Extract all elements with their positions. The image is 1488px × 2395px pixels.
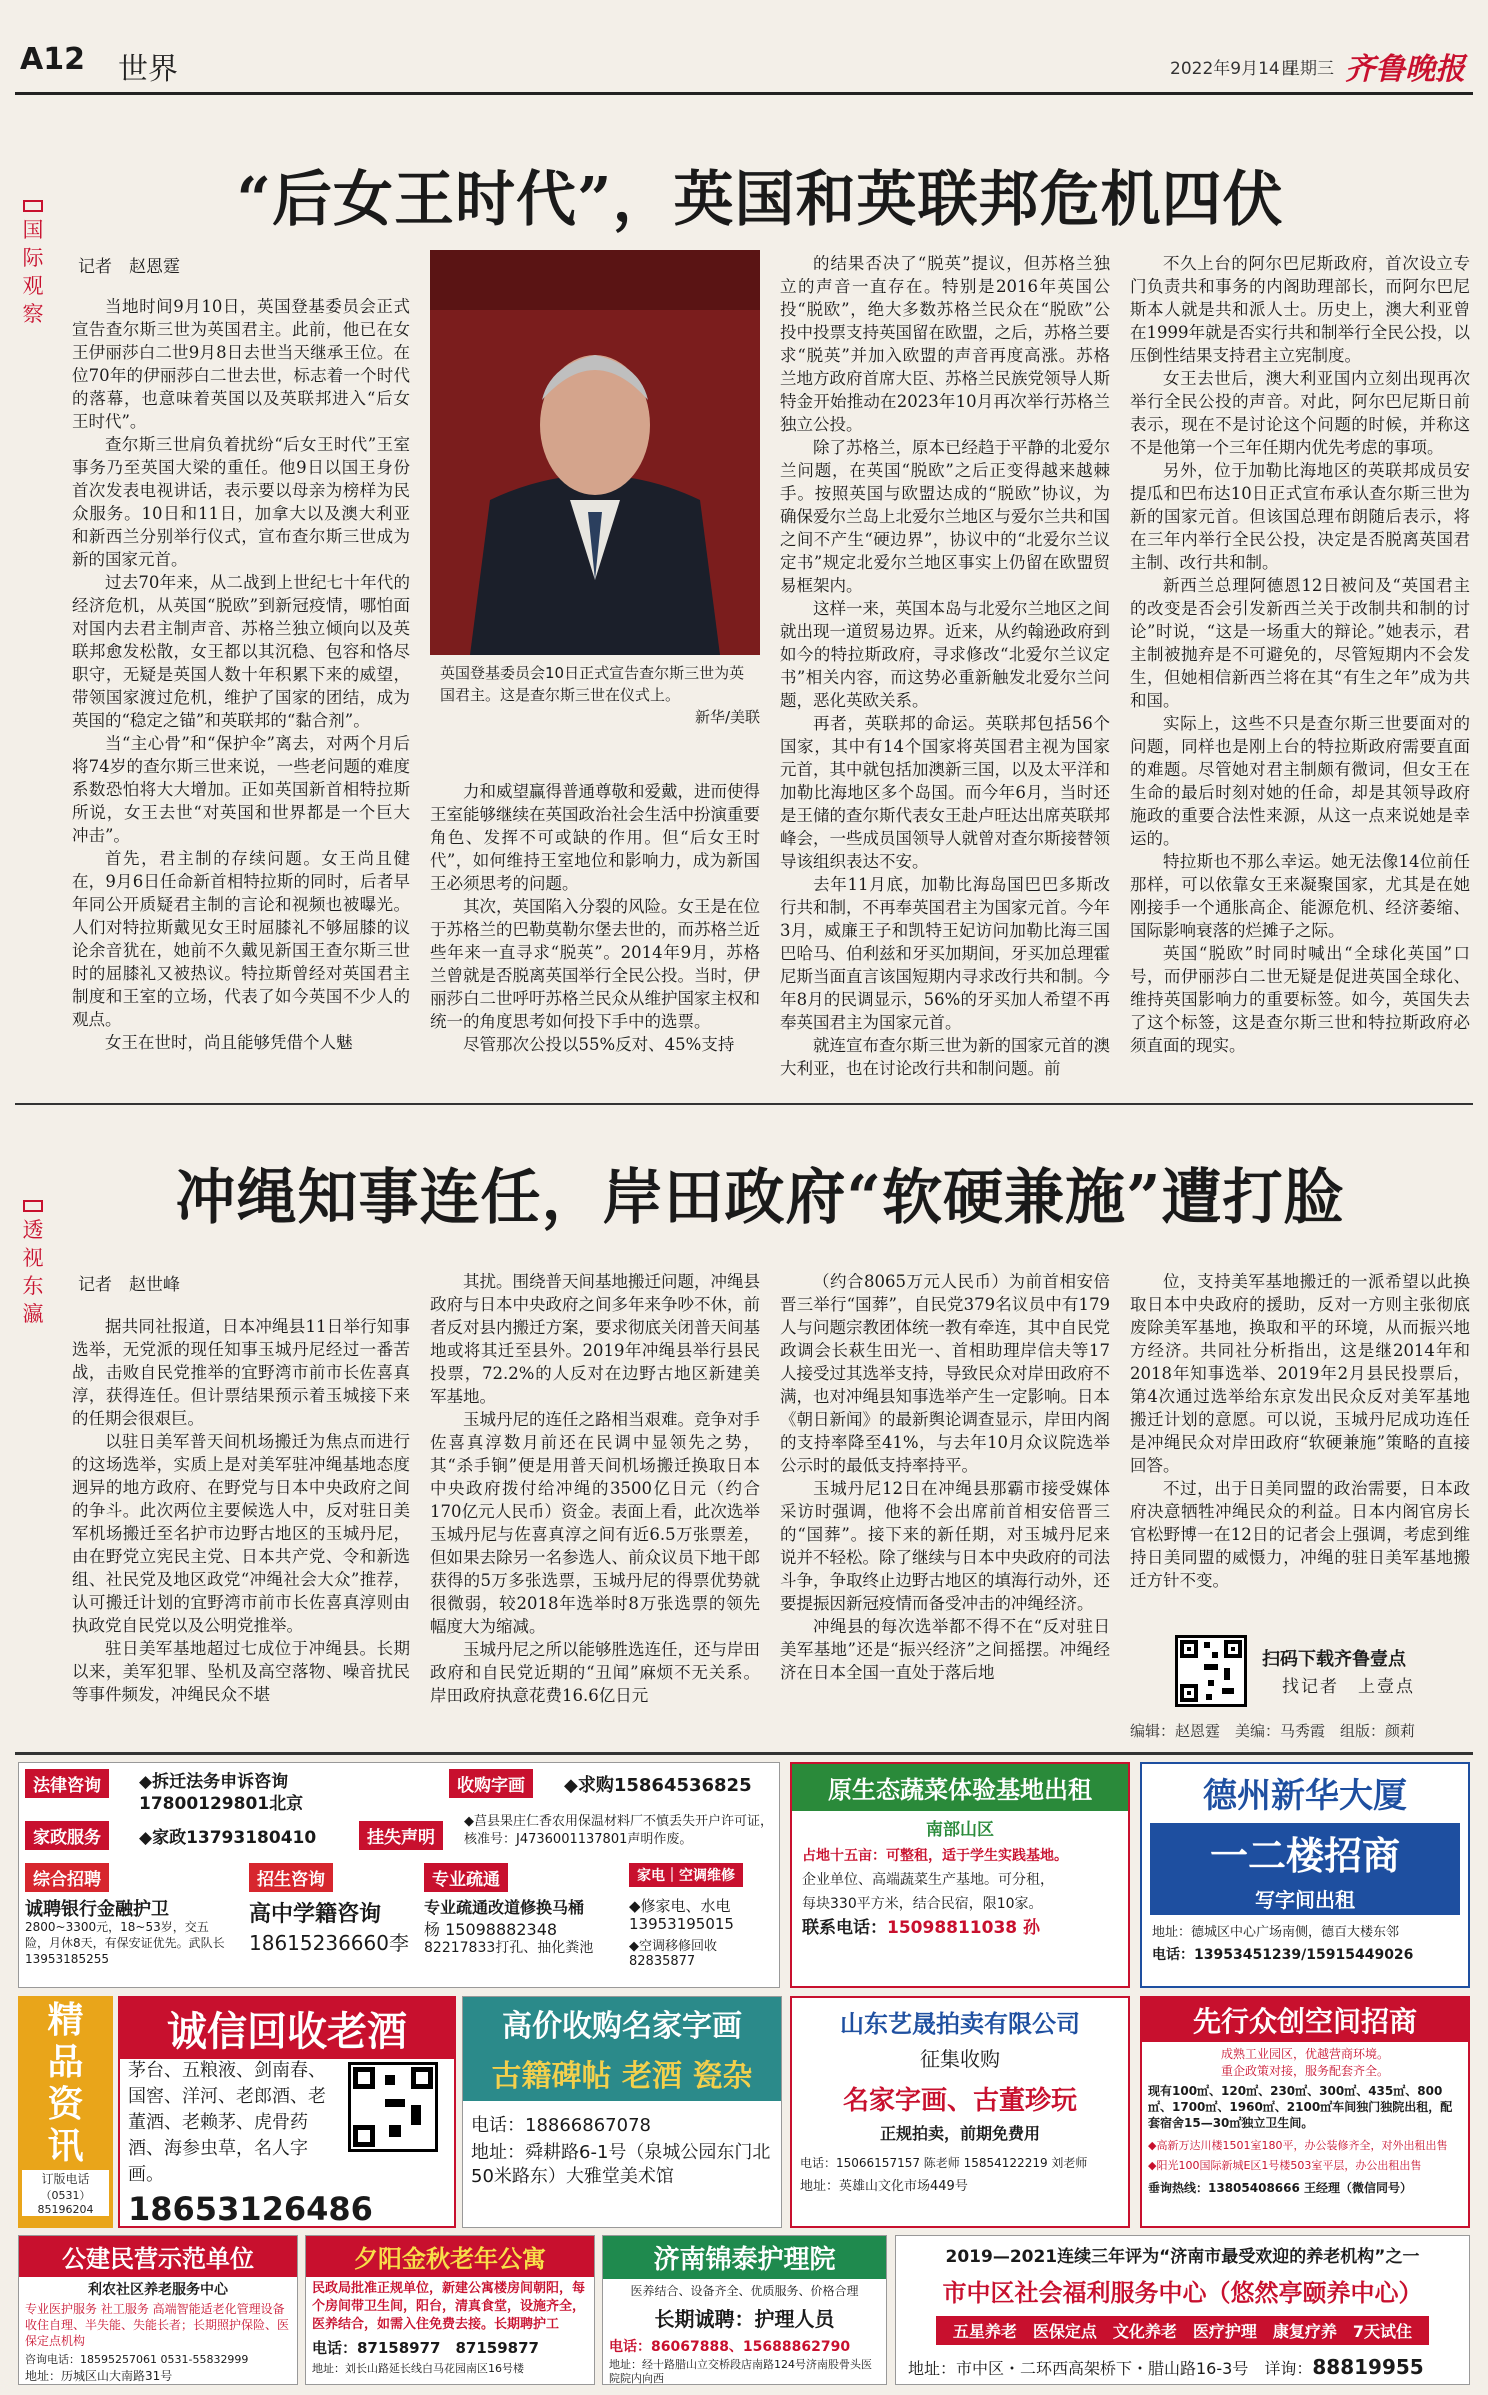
space-phone: 垂询热线：13805408666 王经理（微信同号） <box>1148 2181 1413 2195</box>
public-elderly-ad <box>18 2235 298 2385</box>
enroll-title: 高中学籍咨询 <box>249 1902 382 1927</box>
article1-reporter: 记者 赵恩霆 <box>78 257 180 277</box>
photo-credit: 新华/美联 <box>694 708 760 726</box>
qr-pattern <box>1178 1638 1244 1704</box>
article2-headline: 冲绳知事连任，岸田政府“软硬兼施”遭打脸 <box>175 1163 1345 1233</box>
pm-phone: 咨询电话：18595257061 0531-55832999 <box>25 2353 249 2366</box>
jt-address: 地址：经十路腊山立交桥段店南路124号济南股骨头医院院内向西 <box>609 2358 872 2385</box>
job-title: 诚聘银行金融护卫 <box>25 1899 169 1920</box>
sunset-title: 夕阳金秋老年公寓 <box>306 2236 594 2277</box>
collect-line: ◆求购15864536825 <box>564 1775 752 1796</box>
tag-collect: 收购字画 <box>449 1769 533 1798</box>
sw-phone: 88819955 <box>1312 2355 1424 2379</box>
dezhou-xinhua-ad <box>1140 1762 1470 1988</box>
pm-address: 地址：历城区山大南路31号 <box>25 2369 173 2383</box>
tag-jobs: 综合招聘 <box>25 1863 109 1892</box>
farm-title: 原生态蔬菜体验基地出租 <box>792 1764 1128 1811</box>
plumbing-phone: 杨 15098882348 <box>424 1920 558 1939</box>
auction-line-3: 正规拍卖，前期免费用 <box>879 2124 1040 2143</box>
sunset-phone: 电话：87158977 87159877 <box>312 2339 539 2357</box>
sunset-apartment-ad <box>305 2235 595 2385</box>
space-line-5: ◆阳光100国际新城E区1号楼503室平层，办公出租出售 <box>1148 2159 1422 2172</box>
dz-subtitle: 写字间出租 <box>1150 1882 1460 1915</box>
classified-ads-block <box>18 1762 780 1988</box>
dz-phone: 电话：13953451239/15915449026 <box>1152 1947 1414 1963</box>
maker-space-ad <box>1140 1996 1470 2228</box>
booking-phone: （0531）85196204 <box>22 2187 109 2216</box>
farm-phone: 15098811038 孙 <box>887 1918 1041 1938</box>
booking-phone-label: 订版电话 <box>22 2170 109 2187</box>
premium-info-label: 精 品 资 讯 订版电话 （0531）85196204 <box>18 1996 113 2228</box>
sw-title: 市中区社会福利服务中心（悠然亭颐养中心） <box>942 2279 1423 2307</box>
newspaper-masthead: 齐鲁晚报 <box>1345 52 1465 87</box>
dz-address: 地址：德城区中心广场南侧，德百大楼东邻 <box>1152 1925 1400 1940</box>
space-line-1: 成熟工业园区，优越营商环境。 <box>1220 2047 1389 2061</box>
article2-column-4: 位，支持美军基地搬迁的一派希望以此换取日本中央政府的援助，反对一方则主张彻底废除美军基地，换取和平的环境，从而振兴地方经济。共同社分析指出，这是继2014年和2018年知事选举、2019年2月县民投票后，第4次通过选举给东京发出民众反对美军基地搬迁计划的意愿。可以说，玉城丹尼成功连任是冲绳民众对岸田政府“软硬兼施”策略的直接回答。 不过，出于日美同盟的政治需要，日本政府决意牺牲冲绳民众的利益。日本内阁官房长官松野博一在12日的记者会上强调，考虑到维持日美同盟的威慑力，冲绳的驻日美军基地搬迁方针不变。 <box>1130 1272 1470 1590</box>
jt-line-1: 医养结合、设备齐全、优质服务、价格合理 <box>630 2284 859 2298</box>
dz-title: 德州新华大厦 <box>1203 1776 1407 1816</box>
plumbing-phone-2: 82217833打孔、抽化粪池 <box>424 1940 594 1956</box>
art-address: 地址：舜耕路6-1号（泉城公园东门北50米路东）大雅堂美术馆 <box>471 2142 771 2187</box>
art-phone: 电话：18866867078 <box>471 2115 651 2136</box>
sunset-detail: 民政局批准正规单位，新建公寓楼房间朝阳，每个房间带卫生间，阳台，清真食堂，设施齐全，医养结合，如需入住免费去接。长期聘护工 <box>312 2281 586 2332</box>
article2-column-2: 其扰。围绕普天间基地搬迁问题，冲绳县政府与日本中央政府之间多年来争吵不休，前者反对县内搬迁方案，要求彻底关闭普天间基地或将其迁至县外。2019年冲绳县举行县民投票，72.2%的人反对在边野古地区新建美军基地。 玉城丹尼的连任之路相当艰难。竞争对手佐喜真淳数月前还在民调中显领先之势，其“杀手锏”便是用普天间机场搬迁换取日本中央政府拨付给冲绳的3500亿日元（约合170亿元人民币）资金。表面上看，此次选举玉城丹尼与佐喜真淳之间有近6.5万张票差，但如果去除另一名参选人、前众议员下地干郎获得的5万多张选票，玉城丹尼的得票优势就很微弱，较2018年选举时8万张选票的领先幅度大为缩减。 玉城丹尼之所以能够胜选连任，还与岸田政府和自民党近期的“丑闻”麻烦不无关系。岸田政府执意花费16.6亿日元 <box>430 1272 760 1705</box>
auction-subtitle: 征集收购 <box>920 2047 1000 2071</box>
column-label-japan: 透 视 东 瀛 <box>18 1200 48 1328</box>
section-name: 世界 <box>118 52 178 87</box>
qr-code[interactable] <box>1175 1635 1247 1707</box>
article2-reporter: 记者 赵世峰 <box>78 1275 180 1295</box>
enroll-phone: 18615236660李 <box>249 1931 409 1955</box>
article1-headline: “后女王时代”，英国和英联邦危机四伏 <box>236 165 1284 235</box>
pm-services: 专业医护服务 社工服务 高端智能适老化管理设备收住自理、半失能、失能长者；长期照护保险、医保定点机构 <box>25 2302 290 2348</box>
editor-credits: 编辑：赵恩霆 美编：马秀霞 组版：颜莉 <box>1130 1722 1416 1740</box>
repair-line-2: 13953195015 <box>629 1915 734 1933</box>
qr-caption-2: 找记者 上壹点 <box>1282 1677 1415 1697</box>
farm-rental-ad <box>790 1762 1130 1988</box>
sw-phone-label: 详询： <box>1264 2359 1313 2378</box>
king-charles-photo <box>430 250 760 655</box>
ads-divider <box>15 1752 1473 1755</box>
article2-column-3: （约合8065万元人民币）为前首相安倍晋三举行“国葬”，自民党379名议员中有179人与问题宗教团体统一教有牵连，其中自民党政调会长萩生田光一、首相助理岸信夫等17人接受过其选举支持，导致民众对岸田政府不满，也对冲绳县知事选举产生一定影响。日本《朝日新闻》的最新舆论调查显示，岸田内阁的支持率降至41%，与去年10月众议院选举公示时的最低支持率持平。 玉城丹尼12日在冲绳县那霸市接受媒体采访时强调，他将不会出席前首相安倍晋三的“国葬”。接下来的新任期，对玉城丹尼来说并不轻松。除了继续与日本中央政府的司法斗争，争取终止边野古地区的填海行动外，还要提振因新冠疫情而备受冲击的冲绳经济。 冲绳县的每次选举都不得不在“反对驻日美军基地”还是“振兴经济”之间摇摆。冲绳经济在日本全国一直处于落后地 <box>780 1272 1110 1682</box>
dz-big: 一二楼招商 <box>1150 1823 1460 1882</box>
sw-award: 2019—2021连续三年评为“济南市最受欢迎的养老机构”之一 <box>945 2247 1420 2267</box>
article1-column-3: 的结果否决了“脱英”提议，但苏格兰独立的声音一直存在。特别是2016年英国公投“脱欧”，绝大多数苏格兰民众在“脱欧”公投中投票支持英国留在欧盟，之后，苏格兰要求“脱英”并加入欧盟的声音再度高涨。苏格兰地方政府首席大臣、苏格兰民族党领导人斯特金开始推动在2023年10月再次举行苏格兰独立公投。 除了苏格兰，原本已经趋于平静的北爱尔兰问题，在英国“脱欧”之后正变得越来越棘手。按照英国与欧盟达成的“脱欧”协议，为确保爱尔兰岛上北爱尔兰地区与爱尔兰共和国之间不产生“硬边界”，协议中的“北爱尔兰议定书”规定北爱尔兰地区事实上仍留在欧盟贸易框架内。 这样一来，英国本岛与北爱尔兰地区之间就出现一道贸易边界。近来，从约翰逊政府到如今的特拉斯政府，寻求修改“北爱尔兰议定书”相关内容，而这势必重新触发北爱尔兰问题，恶化英欧关系。 再者，英联邦的命运。英联邦包括56个国家，其中有14个国家将英国君主视为国家元首，其中就包括加澳新三国，以及太平洋和加勒比海地区多个岛国。而今年6月，当时还是王储的查尔斯代表女王赴卢旺达出席英联邦峰会，一些成员国领导人就曾对查尔斯接替领导该组织表达不安。 去年11月底，加勒比海岛国巴巴多斯改行共和制，不再奉英国君主为国家元首。今年3月，威廉王子和凯特王妃访问加勒比海三国巴哈马、伯利兹和牙买加期间，牙买加总理霍尼斯当面直言该国短期内寻求改行共和制。今年8月的民调显示，56%的牙买加人希望不再奉英国君主为国家元首。 就连宣布查尔斯三世为新的国家元首的澳大利亚，也在讨论改行共和制问题。前 <box>780 254 1110 1078</box>
tag-plumbing: 专业疏通 <box>424 1863 508 1892</box>
art-title-2: 古籍碑帖 老酒 瓷杂 <box>463 2049 781 2101</box>
wine-phone: 18653126486 <box>128 2190 373 2228</box>
tag-home: 家政服务 <box>25 1821 109 1850</box>
farm-subtitle: 南部山区 <box>926 1820 994 1840</box>
space-line-4: ◆高新万达川楼1501室180平，办公装修齐全，对外出租出售 <box>1148 2139 1448 2152</box>
space-title: 先行众创空间招商 <box>1142 1998 1468 2042</box>
article1-column-4: 不久上台的阿尔巴尼斯政府，首次设立专门负责共和事务的内阁助理部长，而阿尔巴尼斯本人就是共和派人士。历史上，澳大利亚曾在1999年就是否实行共和制举行全民公投，以压倒性结果支持君主立宪制度。 女王去世后，澳大利亚国内立刻出现再次举行全民公投的声音。对此，阿尔巴尼斯日前表示，现在不是讨论这个问题的时候，并称这不是他第一个三年任期内优先考虑的事项。 另外，位于加勒比海地区的英联邦成员安提瓜和巴布达10日正式宣布承认查尔斯三世为新的国家元首。但该国总理布朗随后表示，将在三年内举行全民公投，决定是否脱离英国君主制、改行共和制。 新西兰总理阿德恩12日被问及“英国君主的改变是否会引发新西兰关于改制共和制的讨论”时说，“这是一场重大的辩论。”她表示，君主制被抛弃是不可避免的，尽管短期内不会发生，但她相信新西兰将在其“有生之年”成为共和国。 实际上，这些不只是查尔斯三世要面对的问题，同样也是刚上台的特拉斯政府需要直面的难题。尽管她对君主制颇有微词，但女王在生命的最后时刻对她的任命，却是其领导政府施政的重要合法性来源，从这一点来说她是幸运的。 特拉斯也不那么幸运。她无法像14位前任那样，可以依靠女王来凝聚国家，尤其是在她刚接手一个通胀高企、能源危机、经济萎缩、国际影响衰落的烂摊子之际。 英国“脱欧”时同时喊出“全球化英国”口号，而伊丽莎白二世无疑是促进英国全球化、维持英国影响力的重要标签。如今，英国失去了这个标签，这是查尔斯三世和特拉斯政府必须直面的现实。 <box>1130 254 1470 1055</box>
tag-notice: 挂失声明 <box>359 1821 443 1850</box>
article1-column-1: 当地时间9月10日，英国登基委员会正式宣告查尔斯三世为英国君主。此前，他已在女王伊丽莎白二世9月8日去世当天继承王位。在位70年的伊丽莎白二世去世，标志着一个时代的落幕，也意味着英国以及英联邦进入“后女王时代”。 查尔斯三世肩负着扰纷“后女王时代”王室事务乃至英国大梁的重任。他9日以国王身份首次发表电视讲话，表示要以母亲为榜样为民众服务。10日和11日，加拿大以及澳大利亚和新西兰分别举行仪式，宣布查尔斯三世成为新的国家元首。 过去70年来，从二战到上世纪七十年代的经济危机，从英国“脱欧”到新冠疫情，哪怕面对国内去君主制声音、苏格兰独立倾向以及英联邦愈发松散，女王都以其沉稳、包容和恪尽职守，无疑是英国人数十年积累下来的威望，带领国家渡过危机，维护了国家的团结，成为英国的“稳定之锚”和英联邦的“黏合剂”。 当“主心骨”和“保护伞”离去，对两个月后将74岁的查尔斯三世来说，一些老问题的难度系数恐怕将大大增加。正如英国新首相特拉斯所说，女王去世“对英国和世界都是一个巨大冲击”。 首先，君主制的存续问题。女王尚且健在，9月6日任命新首相特拉斯的同时，后者早年同公开质疑君主制的言论和视频也被曝光。人们对特拉斯戴见女王时屈膝礼不够屈膝的议论余音犹在，她前不久戴见新国王查尔斯三世时的屈膝礼又被热议。特拉斯曾经对英国君主制度和王室的立场，代表了如今英国不少人的观点。 女王在世时，尚且能够凭借个人魅 <box>72 297 410 1052</box>
qr-caption-1: 扫码下载齐鲁壹点 <box>1262 1649 1406 1670</box>
jt-title: 济南锦泰护理院 <box>603 2236 886 2279</box>
farm-line-3: 每块330平方米，结合民宿，限10家。 <box>802 1896 1043 1912</box>
pm-title: 公建民营示范单位 <box>19 2236 297 2277</box>
farm-phone-label: 联系电话： <box>802 1918 887 1938</box>
wine-items: 茅台、五粮液、剑南春、国窖、洋河、老郎酒、老董酒、老赖茅、虎骨药酒、海参虫草，名人字画。 <box>128 2060 326 2185</box>
issue-date: 2022年9月14日 <box>1170 59 1297 79</box>
sunset-address: 地址：刘长山路延长线白马花园南区16号楼 <box>312 2362 524 2375</box>
legal-line-2: 17800129801北京 <box>139 1794 304 1814</box>
tag-enroll: 招生咨询 <box>249 1863 333 1892</box>
plumbing-title: 专业疏通改道修换马桶 <box>424 1898 585 1917</box>
wine-title: 诚信回收老酒 <box>120 1998 454 2059</box>
header-rule <box>15 92 1473 95</box>
article2-column-1: 据共同社报道，日本冲绳县11日举行知事选举，无党派的现任知事玉城丹尼经过一番苦战，击败自民党推举的宜野湾市前市长佐喜真淳，获得连任。但计票结果预示着玉城接下来的任期会很艰巨。 以驻日美军普天间机场搬迁为焦点而进行的这场选举，实质上是对美军驻冲绳基地态度迥异的地方政府、在野党与日本中央政府之间的争斗。此次两位主要候选人中，反对驻日美军机场搬迁至名护市边野古地区的玉城丹尼，由在野党立宪民主党、日本共产党、令和新选组、社民党及地区政党“冲绳社会大众”推荐，认可搬迁计划的宜野湾市前市长佐喜真淳则由执政党自民党以及公明党推举。 驻日美军基地超过七成位于冲绳县。长期以来，美军犯罪、坠机及高空落物、噪音扰民等事件频发，冲绳民众不堪 <box>72 1317 410 1704</box>
job-detail: 2800~3300元，18~53岁，交五险，月休8天，有保安证优先。武队长 13953185255 <box>25 1920 225 1966</box>
wine-recycle-ad <box>118 1996 456 2228</box>
tag-appliance: 家电｜空调维修 <box>629 1863 743 1887</box>
auction-phone: 电话：15066157157 陈老师 15854122219 刘老师 <box>800 2156 1088 2170</box>
welfare-center-ad <box>895 2235 1470 2385</box>
legal-line-1: ◆拆迁法务申诉咨询 <box>139 1772 289 1792</box>
notice-text: ◆莒县果庄仁香农用保温材料厂不慎丢失开户许可证，核准号：J4736001137801声明作废。 <box>464 1814 773 1847</box>
repair-line-1: ◆修家电、水电 <box>629 1897 731 1915</box>
home-line: ◆家政13793180410 <box>139 1828 317 1848</box>
jt-phone: 电话：86067888、15688862790 <box>609 2339 851 2355</box>
sw-services: 五星养老 医保定点 文化养老 医疗护理 康复疗养 7天试住 <box>936 2316 1429 2345</box>
issue-weekday: 星期三 <box>1283 59 1334 79</box>
page-number: A12 <box>20 42 85 77</box>
calligraphy-ad <box>462 1996 782 2228</box>
photo-illustration <box>430 250 760 655</box>
wine-qr[interactable] <box>348 2062 438 2152</box>
farm-line-2: 企业单位、高端蔬菜生产基地。可分租， <box>802 1872 1054 1888</box>
tag-legal: 法律咨询 <box>25 1769 109 1798</box>
farm-line-1: 占地十五亩：可整租，适于学生实践基地。 <box>802 1848 1068 1864</box>
art-title-1: 高价收购名家字画 <box>463 1997 781 2049</box>
repair-line-3: ◆空调移修回收82835877 <box>629 1939 717 1969</box>
auction-title: 山东艺晟拍卖有限公司 <box>840 2010 1080 2038</box>
auction-ad <box>790 1996 1130 2228</box>
article-divider <box>15 1103 1473 1105</box>
pm-subtitle: 利农社区养老服务中心 <box>88 2282 228 2298</box>
jt-line-2: 长期诚聘：护理人员 <box>654 2307 835 2331</box>
auction-big: 名家字画、古董珍玩 <box>842 2086 1077 2116</box>
jintai-nursing-ad <box>602 2235 887 2385</box>
column-label-international: 国 际 观 察 <box>18 200 48 328</box>
space-line-2: 重企政策对接，服务配套齐全。 <box>1220 2064 1389 2078</box>
space-line-3: 现有100㎡、120㎡、230㎡、300㎡、435㎡、800㎡、1700㎡、1960㎡、2100㎡车间独门独院出租，配套宿舍15—30㎡独立卫生间。 <box>1148 2084 1453 2130</box>
article1-column-2: 力和威望赢得普通尊敬和爱戴，进而使得王室能够继续在英国政治社会生活中扮演重要角色、发挥不可或缺的作用。但“后女王时代”，如何维持王室地位和影响力，成为新国王必须思考的问题。 其次，英国陷入分裂的风险。女王是在位于苏格兰的巴勒莫勒尔堡去世的，而苏格兰近些年来一直寻求“脱英”。2014年9月，苏格兰曾就是否脱离英国举行全民公投。当时，伊丽莎白二世呼吁苏格兰民众从维护国家主权和统一的角度思考如何投下手中的选票。 尽管那次公投以55%反对、45%支持 <box>430 782 760 1054</box>
sw-address: 地址：市中区・二环西高架桥下・腊山路16-3号 <box>908 2359 1249 2378</box>
photo-caption: 英国登基委员会10日正式宣告查尔斯三世为英国君主。这是查尔斯三世在仪式上。 <box>440 664 745 704</box>
auction-address: 地址：英雄山文化市场449号 <box>800 2179 968 2194</box>
